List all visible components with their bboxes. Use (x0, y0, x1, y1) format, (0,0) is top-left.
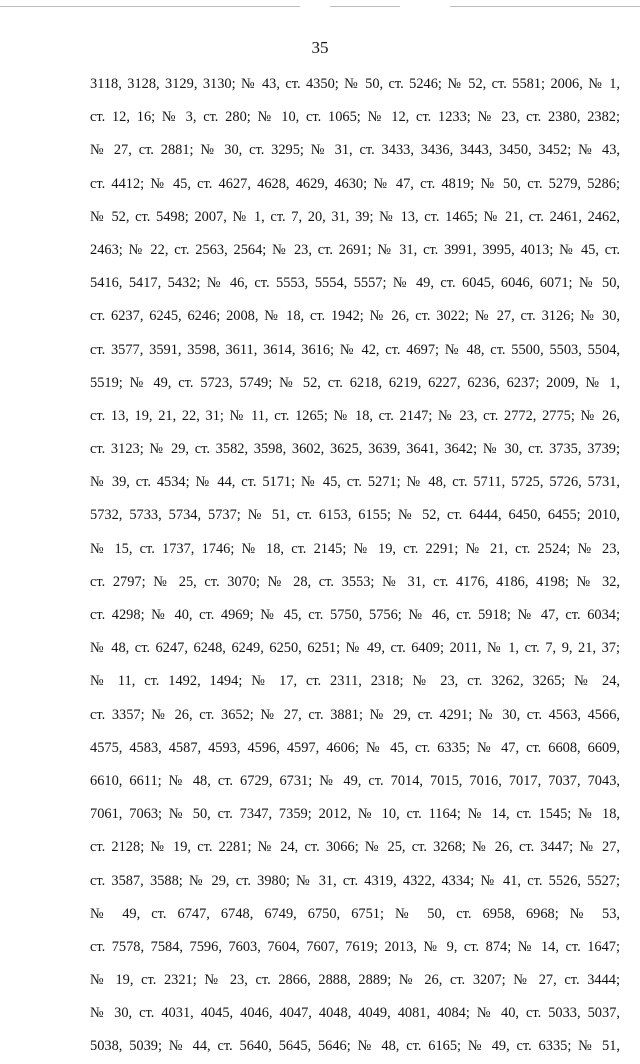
text-line: ст. 12, 16; № 3, ст. 280; № 10, ст. 1065; № 12, ст. 1233; № 23, ст. 2380, 2382; (90, 109, 620, 126)
text-line: ст. 3123; № 29, ст. 3582, 3598, 3602, 3625, 3639, 3641, 3642; № 30, ст. 3735, 3739; (90, 441, 620, 458)
text-line: 2463; № 22, ст. 2563, 2564; № 23, ст. 2691; № 31, ст. 3991, 3995, 4013; № 45, ст. (90, 241, 620, 258)
text-line: ст. 7578, 7584, 7596, 7603, 7604, 7607, 7619; 2013, № 9, ст. 874; № 14, ст. 1647; (90, 938, 620, 955)
text-line: № 15, ст. 1737, 1746; № 18, ст. 2145; № 19, ст. 2291; № 21, ст. 2524; № 23, (90, 540, 620, 557)
text-line: № 27, ст. 2881; № 30, ст. 3295; № 31, ст. 3433, 3436, 3443, 3450, 3452; № 43, (90, 142, 620, 159)
text-line: № 30, ст. 4031, 4045, 4046, 4047, 4048, 4049, 4081, 4084; № 40, ст. 5033, 5037, (90, 1005, 620, 1022)
text-line: ст. 4298; № 40, ст. 4969; № 45, ст. 5750, 5756; № 46, ст. 5918; № 47, ст. 6034; (90, 607, 620, 623)
text-line: № 39, ст. 4534; № 44, ст. 5171; № 45, ст. 5271; № 48, ст. 5711, 5725, 5726, 5731, (90, 474, 620, 491)
text-line: ст. 3357; № 26, ст. 3652; № 27, ст. 3881; № 29, ст. 4291; № 30, ст. 4563, 4566, (90, 706, 620, 723)
text-line: 5732, 5733, 5734, 5737; № 51, ст. 6153, 6155; № 52, ст. 6444, 6450, 6455; 2010, (90, 507, 620, 524)
text-line: № 11, ст. 1492, 1494; № 17, ст. 2311, 2318; № 23, ст. 3262, 3265; № 24, (90, 673, 620, 690)
page-number: 35 (311, 38, 329, 57)
text-line: 5416, 5417, 5432; № 46, ст. 5553, 5554, 5557; № 49, ст. 6045, 6046, 6071; № 50, (90, 275, 620, 292)
text-line: ст. 13, 19, 21, 22, 31; № 11, ст. 1265; № 18, ст. 2147; № 23, ст. 2772, 2775; № 26, (90, 407, 620, 424)
text-line: ст. 3587, 3588; № 29, ст. 3980; № 31, ст. 4319, 4322, 4334; № 41, ст. 5526, 5527; (90, 872, 620, 889)
text-line: 4575, 4583, 4587, 4593, 4596, 4597, 4606; № 45, ст. 6335; № 47, ст. 6608, 6609, (90, 739, 620, 756)
text-line: № 19, ст. 2321; № 23, ст. 2866, 2888, 2889; № 26, ст. 3207; № 27, ст. 3444; (90, 972, 620, 989)
scan-edge-line-right (450, 6, 640, 7)
text-line: № 52, ст. 5498; 2007, № 1, ст. 7, 20, 31, 39; № 13, ст. 1465; № 21, ст. 2461, 2462, (90, 208, 620, 225)
text-line: ст. 4412; № 45, ст. 4627, 4628, 4629, 4630; № 47, ст. 4819; № 50, ст. 5279, 5286; (90, 175, 620, 192)
text-line: 7061, 7063; № 50, ст. 7347, 7359; 2012, № 10, ст. 1164; № 14, ст. 1545; № 18, (90, 806, 620, 823)
text-line: ст. 6237, 6245, 6246; 2008, № 18, ст. 1942; № 26, ст. 3022; № 27, ст. 3126; № 30, (90, 308, 620, 325)
text-line: ст. 2128; № 19, ст. 2281; № 24, ст. 3066; № 25, ст. 3268; № 26, ст. 3447; № 27, (90, 839, 620, 856)
scan-edge-line-middle (330, 6, 400, 7)
text-line: 3118, 3128, 3129, 3130; № 43, ст. 4350; № 50, ст. 5246; № 52, ст. 5581; 2006, № 1, (90, 76, 620, 92)
text-line: 6610, 6611; № 48, ст. 6729, 6731; № 49, ст. 7014, 7015, 7016, 7017, 7037, 7043, (90, 772, 620, 789)
text-line: 5519; № 49, ст. 5723, 5749; № 52, ст. 6218, 6219, 6227, 6236, 6237; 2009, № 1, (90, 374, 620, 391)
body-text (90, 68, 620, 1064)
text-line: ст. 3577, 3591, 3598, 3611, 3614, 3616; № 42, ст. 4697; № 48, ст. 5500, 5503, 5504, (90, 341, 620, 358)
text-line: ст. 2797; № 25, ст. 3070; № 28, ст. 3553; № 31, ст. 4176, 4186, 4198; № 32, (90, 573, 620, 590)
text-line: 5038, 5039; № 44, ст. 5640, 5645, 5646; № 48, ст. 6165; № 49, ст. 6335; № 51, (90, 1038, 620, 1055)
text-line: № 49, ст. 6747, 6748, 6749, 6750, 6751; № 50, ст. 6958, 6968; № 53, (90, 905, 620, 922)
text-line: № 48, ст. 6247, 6248, 6249, 6250, 6251; № 49, ст. 6409; 2011, № 1, ст. 7, 9, 21, 37; (90, 640, 620, 657)
scan-edge-line-left (0, 6, 300, 7)
